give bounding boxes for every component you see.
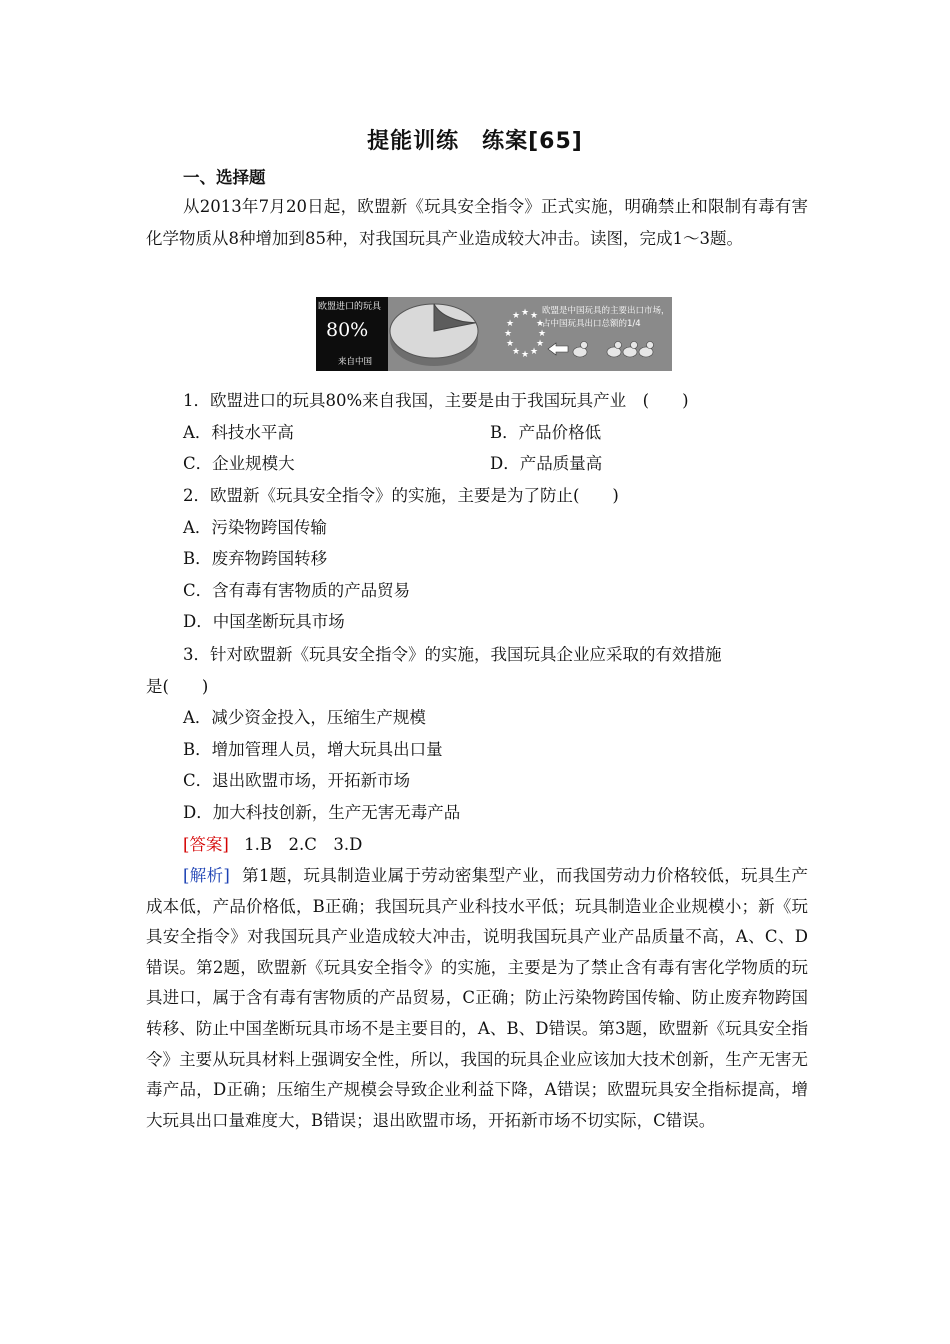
question-2-option-d: D．中国垄断玩具市场: [183, 612, 345, 631]
svg-text:★: ★: [536, 319, 545, 329]
question-3-stem: 3．针对欧盟新《玩具安全指令》的实施，我国玩具企业应采取的有效措施: [183, 645, 722, 664]
question-1-option-b: B．产品价格低: [490, 423, 602, 442]
figure-percent: 80%: [326, 319, 369, 341]
toy-export-figure: [316, 297, 672, 371]
question-3-stem-cont: 是( ): [146, 677, 209, 696]
page-title: 提能训练 练案[65]: [367, 129, 583, 154]
question-1-option-a: A．科技水平高: [183, 423, 294, 442]
svg-text:★: ★: [538, 329, 547, 339]
svg-text:★: ★: [536, 339, 545, 349]
svg-text:★: ★: [530, 347, 539, 357]
figure-label-bottom: 来自中国: [338, 357, 373, 367]
toy-duck-icons: [573, 342, 654, 358]
section-heading: 一、选择题: [183, 168, 266, 187]
figure-label-top: 欧盟进口的玩具: [318, 302, 382, 312]
question-3-option-d: D．加大科技创新，生产无害无毒产品: [183, 803, 461, 822]
answer-text: 1.B 2.C 3.D: [244, 835, 363, 854]
analysis-text: 第1题，玩具制造业属于劳动密集型产业，而我国劳动力价格较低，玩具生产成本低，产品价格低，B正确；我国玩具产业科技水平低；玩具制造业企业规模小；新《玩具安全指令》对我国玩具产业造成较大冲击，说明我国玩具产业产品质量不高，A、C、D错误。第2题，欧盟新《玩具安全指令》的实施，主要是为了禁止含有毒有害化学物质的玩具进口，属于含有毒有害物质的产品贸易，C正确；防止污染物跨国传输、防止废弃物跨国转移、防止中国垄断玩具市场不是主要目的，A、B、D错误。第3题，欧盟新《玩具安全指令》主要从玩具材料上强调安全性，所以，我国的玩具企业应该加大技术创新，生产无害无毒产品，D正确；压缩生产规模会导致企业利益下降，A错误；欧盟玩具安全指标提高，增大玩具出口量难度大，B错误；退出欧盟市场，开拓新市场不切实际，C错误。: [146, 866, 808, 1130]
svg-text:★: ★: [530, 311, 539, 321]
analysis-paragraph: [146, 861, 808, 1136]
arrow-left-icon: [548, 343, 568, 355]
question-2-stem: 2．欧盟新《玩具安全指令》的实施，主要是为了防止( ): [183, 486, 619, 505]
question-2-option-a: A．污染物跨国传输: [183, 518, 327, 537]
svg-text:★: ★: [506, 339, 515, 349]
question-3-option-b: B．增加管理人员，增大玩具出口量: [183, 740, 443, 759]
question-3-option-a: A．减少资金投入，压缩生产规模: [183, 708, 426, 727]
svg-text:★: ★: [504, 329, 513, 339]
svg-text:★: ★: [521, 350, 530, 360]
eu-stars-icon: [504, 308, 546, 360]
intro-paragraph: 从2013年7月20日起，欧盟新《玩具安全指令》正式实施，明确禁止和限制有毒有害化学物质从8种增加到85种，对我国玩具产业造成较大冲击。读图，完成1～3题。: [146, 197, 808, 248]
svg-text:★: ★: [512, 311, 521, 321]
question-1-option-d: D．产品质量高: [490, 454, 603, 473]
answer-line: [183, 833, 362, 857]
question-2-option-b: B．废弃物跨国转移: [183, 549, 328, 568]
figure-note: 欧盟是中国玩具的主要出口市场，占中国玩具出口总额的1/4: [542, 306, 670, 329]
question-2-option-c: C．含有毒有害物质的产品贸易: [183, 581, 411, 600]
question-1-stem: 1．欧盟进口的玩具80%来自我国，主要是由于我国玩具产业 ( ): [183, 391, 689, 410]
analysis-tag: [解析]: [183, 866, 230, 885]
question-1-option-c: C．企业规模大: [183, 454, 295, 473]
svg-text:★: ★: [512, 347, 521, 357]
svg-text:★: ★: [506, 319, 515, 329]
figure-left-panel: [316, 297, 388, 371]
answer-tag: [答案]: [183, 835, 229, 854]
svg-text:★: ★: [521, 308, 530, 318]
question-3-option-c: C．退出欧盟市场，开拓新市场: [183, 771, 411, 790]
